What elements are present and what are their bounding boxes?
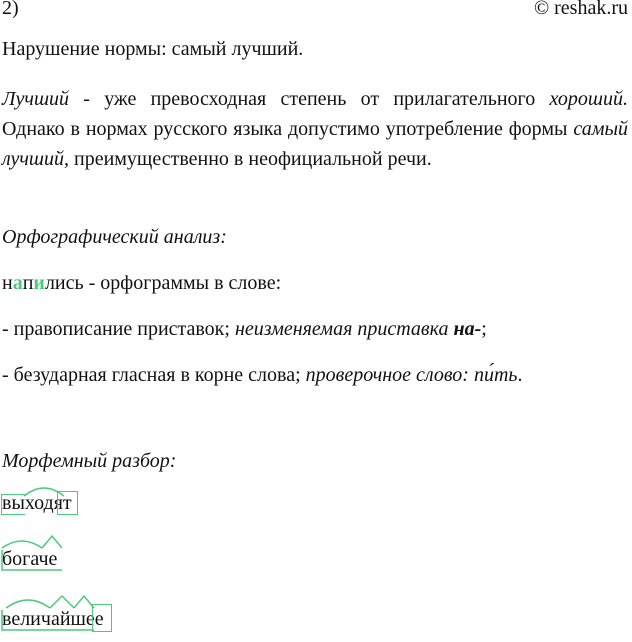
explanation-word-good: хороший.	[549, 88, 628, 110]
morph-word-2: богаче	[2, 548, 58, 570]
root-arc	[2, 534, 62, 574]
explanation-paragraph: Лучший - уже превосходная степень от прилагательного хороший. Однако в нормах русского языка допустимо употребление формы самый лучший, преимущественно в неофициальной речи.	[2, 88, 628, 170]
explanation-phrase: самый лучший,	[2, 118, 628, 170]
copyright-text: © reshak.ru	[533, 0, 628, 19]
morph-word-3: величайшее	[2, 608, 104, 630]
ortho-heading: Орфографический анализ:	[2, 226, 227, 248]
morph-word-1: выходят	[2, 492, 72, 514]
orthogram-letter: а	[12, 272, 23, 294]
norm-violation-line: Нарушение нормы: самый лучший.	[2, 38, 304, 60]
orthogram-letter: и	[33, 272, 45, 294]
prefix-mark	[1, 494, 25, 515]
explanation-word-best: Лучший	[2, 88, 70, 110]
ortho-word-line: напились - орфограммы в слове:	[2, 272, 282, 294]
morph-heading: Морфемный разбор:	[2, 450, 177, 472]
ortho-item-root: - безударная гласная в корне слова; проверочное слово: пи́ть.	[2, 364, 523, 386]
ortho-item-prefix: - правописание приставок; неизменяемая приставка на-;	[2, 318, 487, 340]
task-number: 2)	[2, 0, 19, 19]
ending-box	[57, 491, 78, 515]
ending-box	[92, 604, 112, 632]
